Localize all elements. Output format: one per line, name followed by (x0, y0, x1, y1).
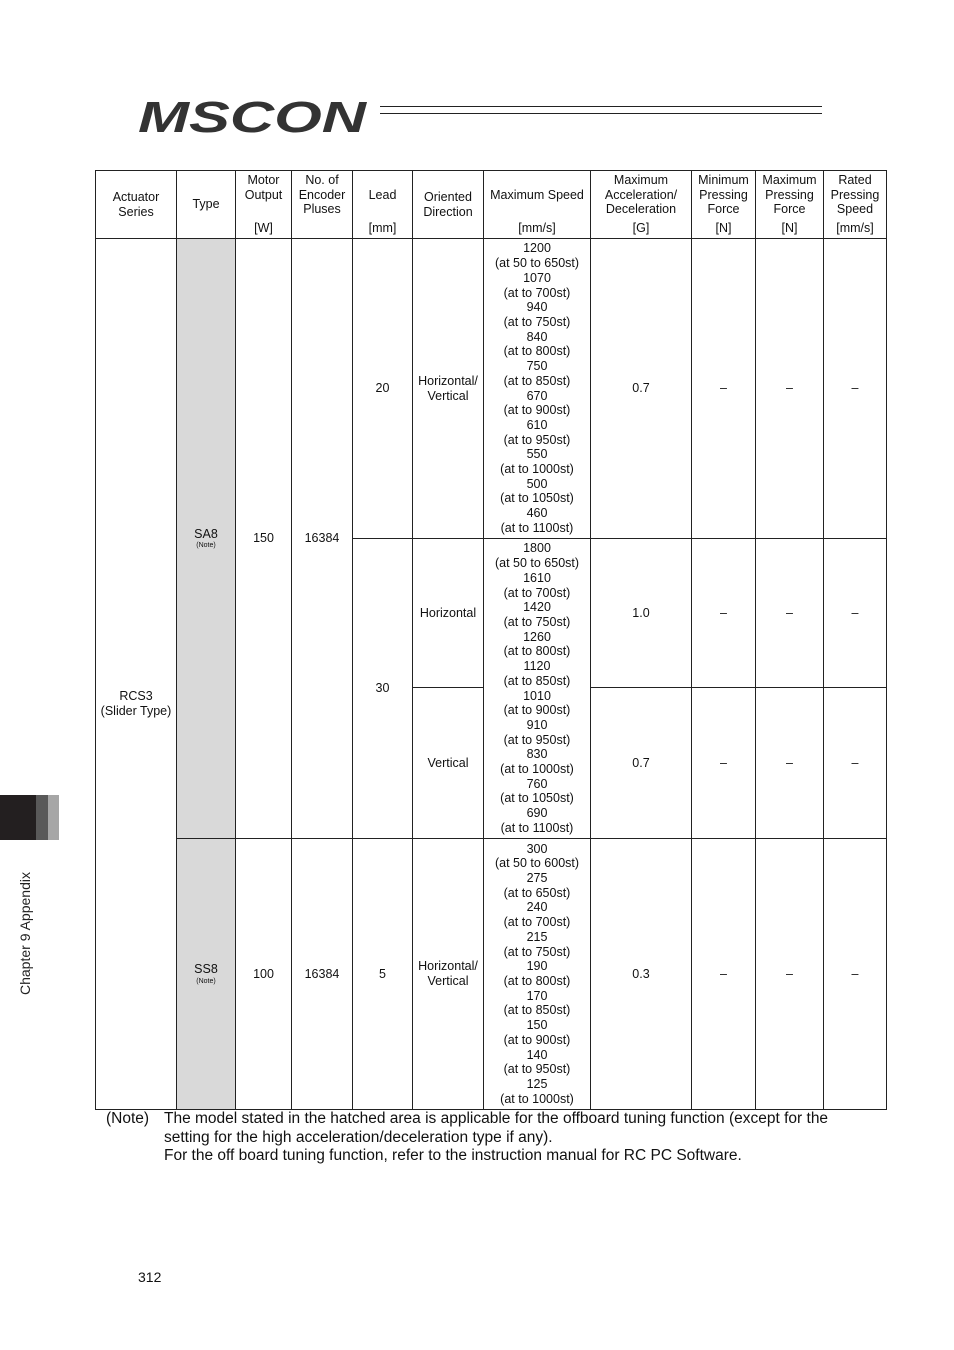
min-press-lead20: – (692, 239, 756, 539)
max-press-lead30-horizontal: – (756, 539, 824, 688)
lead-5: 5 (353, 839, 413, 1110)
accel-lead20: 0.7 (591, 239, 692, 539)
chapter-tab-mid (36, 795, 48, 840)
type-sa8: SA8 (Note) (177, 239, 236, 839)
max-press-ss8: – (756, 839, 824, 1110)
header-direction: Oriented Direction (413, 171, 484, 239)
max-accel-unit: [G] (632, 221, 650, 236)
chapter-tab-dark (0, 795, 36, 840)
accel-ss8: 0.3 (591, 839, 692, 1110)
header-rated-speed: Rated Pressing Speed [mm/s] (824, 171, 887, 239)
rated-speed-lead30-vertical: – (824, 688, 887, 839)
mscon-logo (138, 90, 378, 140)
min-press-ss8: – (692, 839, 756, 1110)
header-max-accel: Maximum Acceleration/ Deceleration [G] (591, 171, 692, 239)
direction-lead20: Horizontal/ Vertical (413, 239, 484, 539)
note-label: (Note) (106, 1110, 150, 1127)
direction-ss8: Horizontal/ Vertical (413, 839, 484, 1110)
header-motor-output: Motor Output [W] (236, 171, 292, 239)
min-press-lead30-vertical: – (692, 688, 756, 839)
lead-unit: [mm] (368, 221, 397, 236)
header-actuator-series: Actuator Series (96, 171, 177, 239)
note-line-2: For the off board tuning function, refer to the instruction manual for RC PC Software. (164, 1147, 742, 1164)
encoder-sa8: 16384 (292, 239, 353, 839)
speed-lead30: 1800 (at 50 to 650st) 1610 (at to 700st) 1420 (at to 750st) 1260 (at to 800st) 1120 (at to 850st) 1010 (at to 900st) 910 (at to 950st) 830 (at to 1000st) 760 (at to 1050st) 690 (at to 1100st) (484, 539, 591, 839)
accel-lead30-horizontal: 1.0 (591, 539, 692, 688)
header-row (96, 171, 887, 239)
max-speed-unit: [mm/s] (518, 221, 556, 236)
table-note (106, 1110, 866, 1166)
logo-text: MSCON (138, 93, 368, 140)
series-cell: RCS3 (Slider Type) (96, 239, 177, 1110)
max-press-lead30-vertical: – (756, 688, 824, 839)
table-row (96, 239, 887, 539)
accel-lead30-vertical: 0.7 (591, 688, 692, 839)
direction-lead30-horizontal: Horizontal (413, 539, 484, 688)
lead-20: 20 (353, 239, 413, 539)
chapter-label: Chapter 9 Appendix (17, 872, 33, 995)
rated-speed-unit: [mm/s] (836, 221, 874, 236)
motor-ss8: 100 (236, 839, 292, 1110)
header-max-press: Maximum Pressing Force [N] (756, 171, 824, 239)
rated-speed-lead30-horizontal: – (824, 539, 887, 688)
page-number: 312 (138, 1269, 162, 1285)
min-press-unit: [N] (715, 221, 732, 236)
header-max-speed: Maximum Speed [mm/s] (484, 171, 591, 239)
min-press-lead30-horizontal: – (692, 539, 756, 688)
header-rule-top (380, 106, 822, 107)
header-lead: Lead [mm] (353, 171, 413, 239)
header-type: Type (177, 171, 236, 239)
direction-lead30-vertical: Vertical (413, 688, 484, 839)
motor-sa8: 150 (236, 239, 292, 839)
header-min-press: Minimum Pressing Force [N] (692, 171, 756, 239)
rated-speed-ss8: – (824, 839, 887, 1110)
note-line-1: The model stated in the hatched area is applicable for the offboard tuning function (except for the setting for the high acceleration/deceleration type if any). (164, 1110, 829, 1146)
type-sa8-note: (Note) (196, 542, 216, 550)
encoder-ss8: 16384 (292, 839, 353, 1110)
lead-30: 30 (353, 539, 413, 839)
rated-speed-lead20: – (824, 239, 887, 539)
spec-table (95, 170, 886, 1109)
header-encoder: No. of Encoder Pluses (292, 171, 353, 239)
table-row (96, 839, 887, 1110)
type-ss8: SS8 (Note) (177, 839, 236, 1110)
max-press-lead20: – (756, 239, 824, 539)
header-rule-bottom (380, 113, 822, 114)
speed-ss8: 300 (at 50 to 600st) 275 (at to 650st) 240 (at to 700st) 215 (at to 750st) 190 (at to 800st) 170 (at to 850st) 150 (at to 900st) 140 (at to 950st) 125 (at to 1000st) (484, 839, 591, 1110)
max-press-unit: [N] (781, 221, 798, 236)
chapter-tab-light (48, 795, 59, 840)
motor-output-unit: [W] (254, 221, 273, 236)
type-ss8-note: (Note) (196, 977, 216, 985)
speed-lead20: 1200 (at 50 to 650st) 1070 (at to 700st) 940 (at to 750st) 840 (at to 800st) 750 (at to 850st) 670 (at to 900st) 610 (at to 950st) 550 (at to 1000st) 500 (at to 1050st) 460 (at to 1100st) (484, 239, 591, 539)
